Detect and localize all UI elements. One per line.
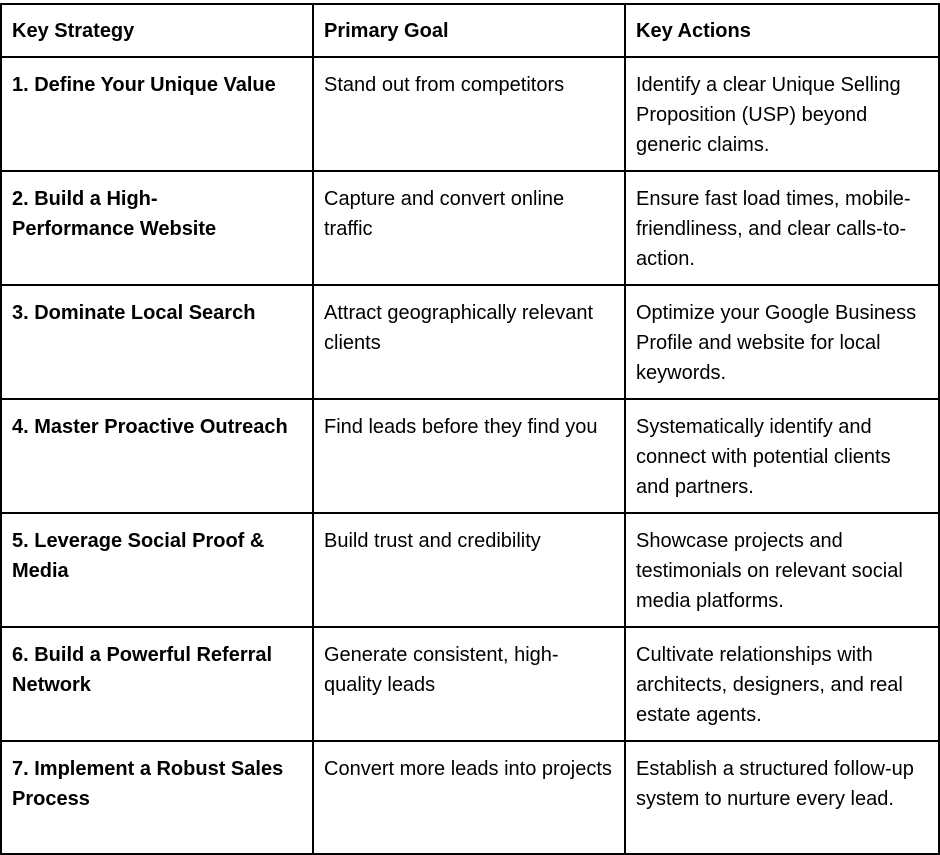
actions-cell: Identify a clear Unique Selling Proposition (USP) beyond generic claims. (625, 57, 939, 171)
goal-cell: Build trust and credibility (313, 513, 625, 627)
strategy-cell: 1. Define Your Unique Value (1, 57, 313, 171)
table-row (1, 513, 939, 627)
strategy-cell: 4. Master Proactive Outreach (1, 399, 313, 513)
actions-cell: Cultivate relationships with architects, designers, and real estate agents. (625, 627, 939, 741)
table-header-row (1, 4, 939, 57)
table-row (1, 741, 939, 854)
table-row (1, 627, 939, 741)
header-key-strategy: Key Strategy (1, 4, 313, 57)
strategy-cell: 3. Dominate Local Search (1, 285, 313, 399)
actions-cell: Optimize your Google Business Profile and website for local keywords. (625, 285, 939, 399)
strategy-cell: 5. Leverage Social Proof & Media (1, 513, 313, 627)
goal-cell: Find leads before they find you (313, 399, 625, 513)
strategy-cell: 7. Implement a Robust Sales Process (1, 741, 313, 854)
actions-cell: Ensure fast load times, mobile-friendliness, and clear calls-to-action. (625, 171, 939, 285)
header-primary-goal: Primary Goal (313, 4, 625, 57)
actions-cell: Systematically identify and connect with potential clients and partners. (625, 399, 939, 513)
table-row (1, 57, 939, 171)
actions-cell: Establish a structured follow-up system to nurture every lead. (625, 741, 939, 854)
goal-cell: Generate consistent, high-quality leads (313, 627, 625, 741)
goal-cell: Convert more leads into projects (313, 741, 625, 854)
goal-cell: Capture and convert online traffic (313, 171, 625, 285)
strategy-cell: 6. Build a Powerful Referral Network (1, 627, 313, 741)
actions-cell: Showcase projects and testimonials on relevant social media platforms. (625, 513, 939, 627)
table-row (1, 399, 939, 513)
goal-cell: Attract geographically relevant clients (313, 285, 625, 399)
strategy-table (0, 3, 940, 855)
table-row (1, 171, 939, 285)
goal-cell: Stand out from competitors (313, 57, 625, 171)
table-row (1, 285, 939, 399)
strategy-line: 2. Build a High-Performance Website (12, 188, 217, 240)
strategy-cell (1, 171, 313, 285)
header-key-actions: Key Actions (625, 4, 939, 57)
